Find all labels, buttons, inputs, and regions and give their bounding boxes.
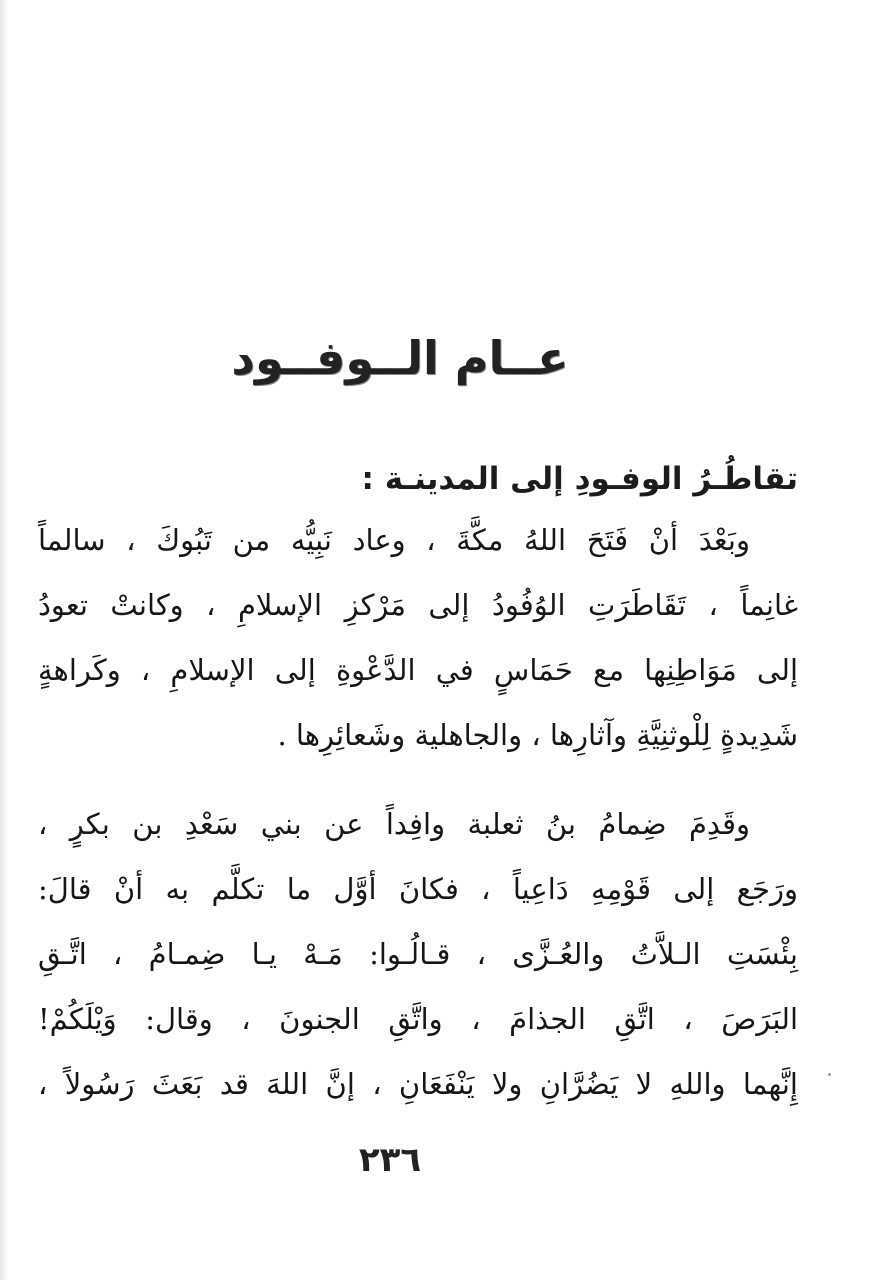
paragraph-line: إلى مَوَاطِنِها مع حَمَاسٍ في الدَّعْوةِ إلى الإسلامِ ، وكَراهةٍ [38,653,798,687]
page-edge-shadow [0,0,8,1280]
paragraph-1 [38,508,798,768]
paragraph-line: غانِماً ، تَقَاطَرَتِ الوُفُودُ إلى مَرْكزِ الإسلامِ ، وكانتْ تعودُ [38,588,798,622]
paragraph-line: ورَجَع إلى قَوْمِهِ دَاعِياً ، فكانَ أوَّل ما تكلَّم به أنْ قالَ: [38,872,798,906]
paragraph-line: بِئْسَتِ الـلاَّتُ والعُـزَّى ، قـالُـوا: مَـهْ يـا ضِمـامُ ، اتَّـقِ [38,937,798,971]
paragraph-line: وقَدِمَ ضِمامُ بنُ ثعلبة وافِداً عن بني سَعْدِ بن بكرٍ ، [38,807,750,841]
paragraph-line: إِنَّهما واللهِ لا يَضُرَّانِ ولا يَنْفَعَانِ ، إنَّ اللهَ قد بَعَثَ رَسُولاً ، [38,1067,798,1101]
section-subheading: تقاطُـرُ الوفـودِ إلى المدينـة : [361,460,798,497]
paragraph-line: البَرَصَ ، اتَّقِ الجذامَ ، واتَّقِ الجنونَ ، وقال: وَيْلَكُمْ! [38,1002,798,1036]
paragraph-2 [38,792,798,1117]
paragraph-line: شَدِيدةٍ لِلْوثنِيَّةِ وآثارِها ، والجاهلية وشَعائِرِها . [277,718,798,752]
page-number: ٢٣٦ [358,1140,422,1180]
scan-speck [828,1073,831,1076]
paragraph-line: وبَعْدَ أنْ فَتَحَ اللهُ مكَّةَ ، وعاد نَبِيُّه من تَبُوكَ ، سالماً [38,523,750,557]
chapter-title: عــام الــوفــود [231,330,569,385]
